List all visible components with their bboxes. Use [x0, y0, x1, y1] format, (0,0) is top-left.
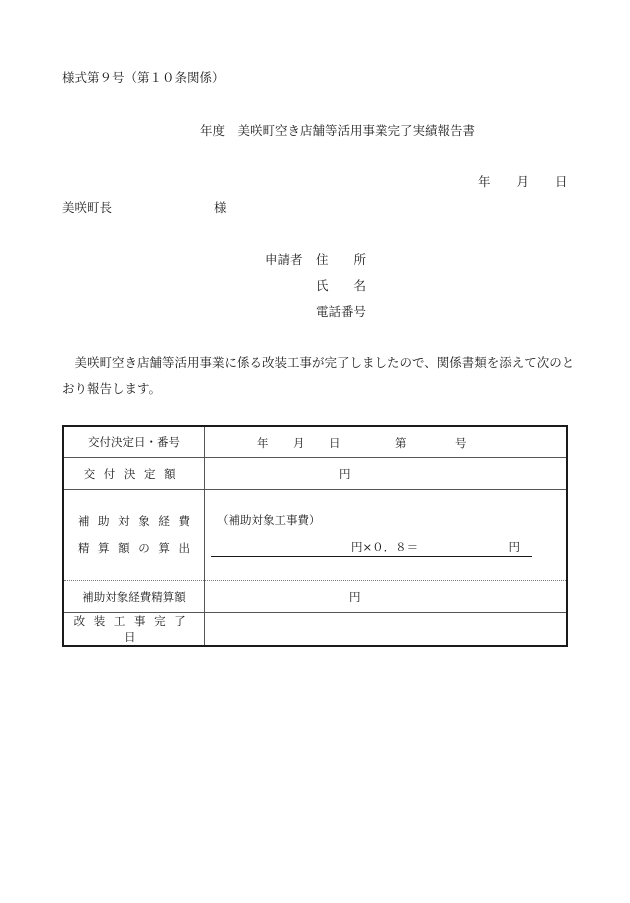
document-title: 年度 美咲町空き店舗等活用事業完了実績報告書 [200, 123, 476, 138]
applicant-phone-label: 電話番号 [316, 304, 367, 319]
date-day: 日 [555, 174, 568, 189]
grant-amount-field [205, 458, 568, 490]
table-row [63, 613, 567, 647]
grant-day: 日 [329, 436, 341, 450]
table-row [63, 426, 567, 458]
applicant-address-label: 住 所 [316, 252, 367, 267]
grant-decision-date-number-label: 交付決定日・番号 [63, 426, 205, 458]
completion-date-label: 改装工事完了日 [63, 613, 205, 647]
expense-label-line2: 精算額の算出 [77, 541, 199, 555]
table-row [63, 581, 567, 613]
grant-decision-date-number-field [205, 426, 568, 458]
date-month: 月 [516, 174, 530, 189]
addressee [62, 198, 227, 216]
completion-date-field [205, 613, 568, 647]
grant-number-suffix: 号 [455, 436, 467, 450]
grant-amount-unit: 円 [339, 467, 351, 481]
settled-expense-field [205, 581, 568, 613]
settled-expense-unit: 円 [349, 590, 361, 604]
form-number: 様式第９号（第１０条関係） [62, 70, 225, 85]
body-text: 美咲町空き店舗等活用事業に係る改装工事が完了しましたので、関係書類を添えて次のとおり報告します。 [62, 355, 575, 396]
grant-month: 月 [293, 436, 305, 450]
date-year: 年 [478, 174, 491, 189]
table-row [63, 490, 567, 581]
expense-calculation-field [205, 490, 568, 581]
expense-label-line1: 補助対象経費 [77, 514, 199, 528]
expense-calculation-label [63, 490, 205, 581]
grant-number-prefix: 第 [395, 436, 407, 450]
addressee-honorific: 様 [214, 200, 227, 215]
grant-year: 年 [257, 436, 269, 450]
addressee-name: 美咲町長 [62, 200, 113, 215]
calculation-note: （補助対象工事費） [217, 513, 321, 527]
applicant-label: 申請者 [265, 252, 303, 267]
grant-amount-label: 交付決定額 [63, 458, 205, 490]
applicant-name-label: 氏 名 [316, 278, 367, 293]
calculation-formula: 円×０．８＝ [351, 540, 419, 554]
calculation-line [211, 540, 532, 557]
settled-expense-label: 補助対象経費精算額 [63, 581, 205, 613]
report-table [62, 425, 568, 647]
table-row [63, 458, 567, 490]
calculation-result-unit: 円 [508, 540, 520, 554]
report-date [478, 172, 568, 190]
